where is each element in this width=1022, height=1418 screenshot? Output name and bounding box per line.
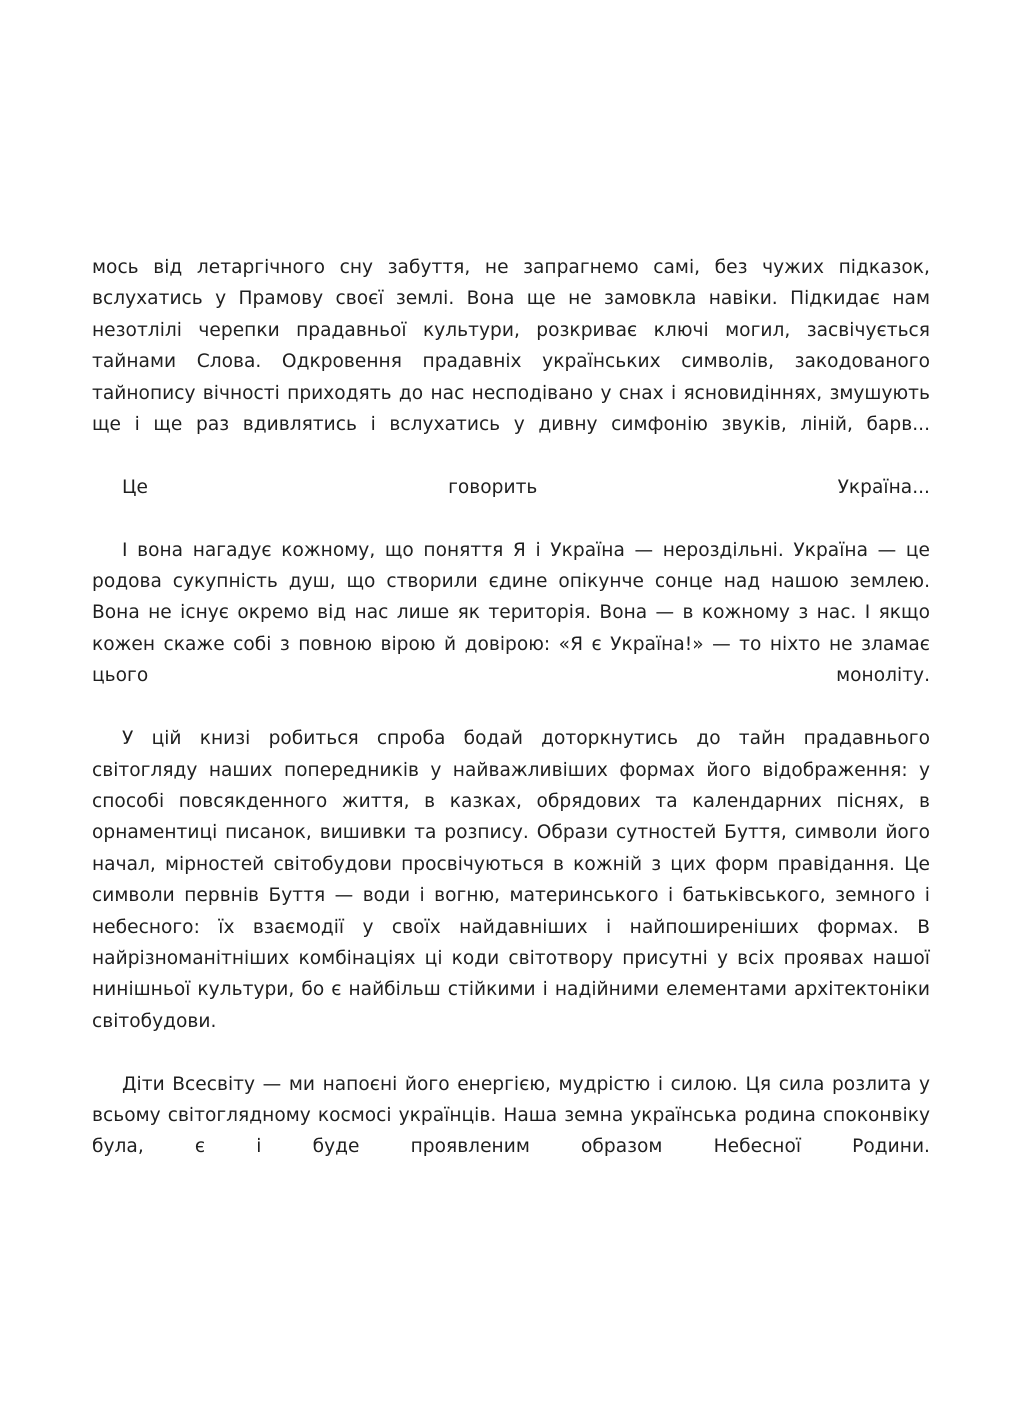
- paragraph-2: Це говорить Україна...: [122, 476, 930, 498]
- body-text: [92, 252, 930, 1194]
- paragraph-3: І вона нагадує кожному, що поняття Я і Україна — нероздільні. Україна — це родова сукупність душ, що створили єдине опікунче сонце над нашою землею. Вона не існує окремо від нас лише як територія. Вона — в кожному з нас. І якщо кожен скаже собі з повною вірою й довірою: «Я є Україна!» — то ніхто не зламає цього моноліту.: [92, 539, 930, 687]
- paragraph-4: У цій книзі робиться спроба бодай доторкнутись до тайн прадавнього світогляду наших попередників у найважливіших формах його відображення: у способі повсякденного життя, в казках, обрядових та календарних піснях, в орнаментиці писанок, вишивки та розпису. Образи сутностей Буття, символи його начал, мірностей світобудови просвічуються в кожній з цих форм правідання. Це символи первнів Буття — води і вогню, материнського і батьківського, земного і небесного: їх взаємодії у своїх найдавніших і найпоширеніших формах. В найрізноманітніших комбінаціях ці коди світотвору присутні у всіх проявах нашої нинішньої культури, бо є найбільш стійкими і надійними елементами архітектоніки світобудови.: [92, 728, 930, 1032]
- paragraph-5: Діти Всесвіту — ми напоєні його енергією, мудрістю і силою. Ця сила розлита у всьому світоглядному космосі українців. Наша земна українська родина споконвіку була, є і буде проявленим образом Небесної Родини.: [92, 1073, 930, 1158]
- paragraph-1: мось від летаргічного сну забуття, не запрагнемо самі, без чужих підказок, вслухатись у Прамову своєї землі. Вона ще не замовкла навіки. Підкидає нам незотлілі черепки прадавньої культури, розкриває ключі могил, засвічується тайнами Слова. Одкровення прадавніх українських символів, закодованого тайнопису вічності приходять до нас несподівано у снах і ясновидіннях, змушують ще і ще раз вдивлятись і вслухатись у дивну симфонію звуків, ліній, барв...: [92, 257, 930, 436]
